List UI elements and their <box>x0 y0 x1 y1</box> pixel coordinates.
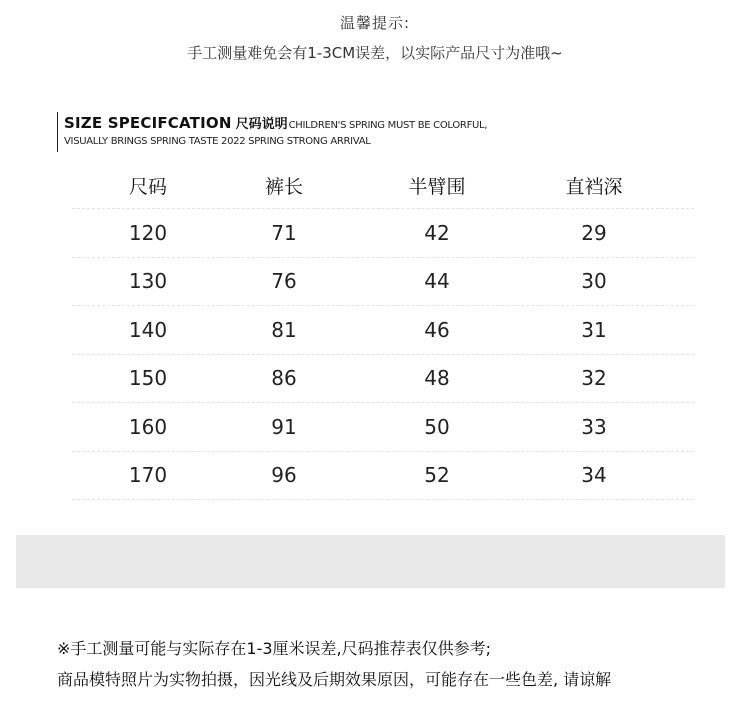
header-pants-length: 裤长 <box>264 175 303 198</box>
cell-rise: 34 <box>581 463 607 488</box>
cell-pants-length: 71 <box>271 220 297 245</box>
cell-half-arm: 48 <box>424 366 450 391</box>
cell-rise: 30 <box>581 269 607 294</box>
cell-pants-length: 91 <box>271 414 297 439</box>
cell-size: 140 <box>128 317 168 342</box>
cell-half-arm: 44 <box>424 269 450 294</box>
cell-size: 160 <box>128 414 168 439</box>
cell-size: 130 <box>128 269 168 294</box>
cell-rise: 29 <box>581 220 607 245</box>
cell-half-arm: 46 <box>424 317 450 342</box>
table-row <box>72 209 694 258</box>
cell-size: 150 <box>128 366 168 391</box>
cell-half-arm: 50 <box>424 414 450 439</box>
spec-desc-line1: CHILDREN'S SPRING MUST BE COLORFUL, <box>288 120 488 131</box>
spec-title-cn: 尺码说明 <box>235 117 288 132</box>
cell-pants-length: 86 <box>271 366 297 391</box>
table-row <box>72 306 694 355</box>
table-header-row <box>72 162 694 209</box>
spec-line1 <box>64 114 487 135</box>
cell-half-arm: 52 <box>424 463 450 488</box>
cell-size: 120 <box>128 220 168 245</box>
note-color-difference: 商品模特照片为实物拍摄，因光线及后期效果原因，可能存在一些色差, 请谅解 <box>57 670 612 689</box>
table-row <box>72 403 694 452</box>
table-row <box>72 452 694 501</box>
spec-title: SIZE SPECIFCATION <box>64 114 232 132</box>
tip-title: 温馨提示: <box>339 14 411 32</box>
cell-pants-length: 81 <box>271 317 297 342</box>
note-measurement: ※手工测量可能与实际存在1-3厘米误差,尺码推荐表仅供参考; <box>57 639 492 658</box>
cell-rise: 32 <box>581 366 607 391</box>
table-row <box>72 355 694 404</box>
size-table <box>72 162 694 500</box>
spec-desc-line2: VISUALLY BRINGS SPRING TASTE 2022 SPRING STRONG ARRIVAL <box>64 136 371 147</box>
table-row <box>72 258 694 307</box>
cell-rise: 33 <box>581 414 607 439</box>
header-size: 尺码 <box>128 175 167 198</box>
cell-pants-length: 96 <box>271 463 297 488</box>
cell-rise: 31 <box>581 317 607 342</box>
cell-pants-length: 76 <box>271 269 297 294</box>
header-half-arm: 半臂围 <box>408 175 466 198</box>
spec-header <box>57 112 697 152</box>
cell-half-arm: 42 <box>424 220 450 245</box>
tip-body: 手工测量难免会有1-3CM误差，以实际产品尺寸为准哦~ <box>187 44 563 62</box>
gray-band <box>16 535 725 588</box>
header-rise: 直裆深 <box>565 175 623 198</box>
cell-size: 170 <box>128 463 168 488</box>
